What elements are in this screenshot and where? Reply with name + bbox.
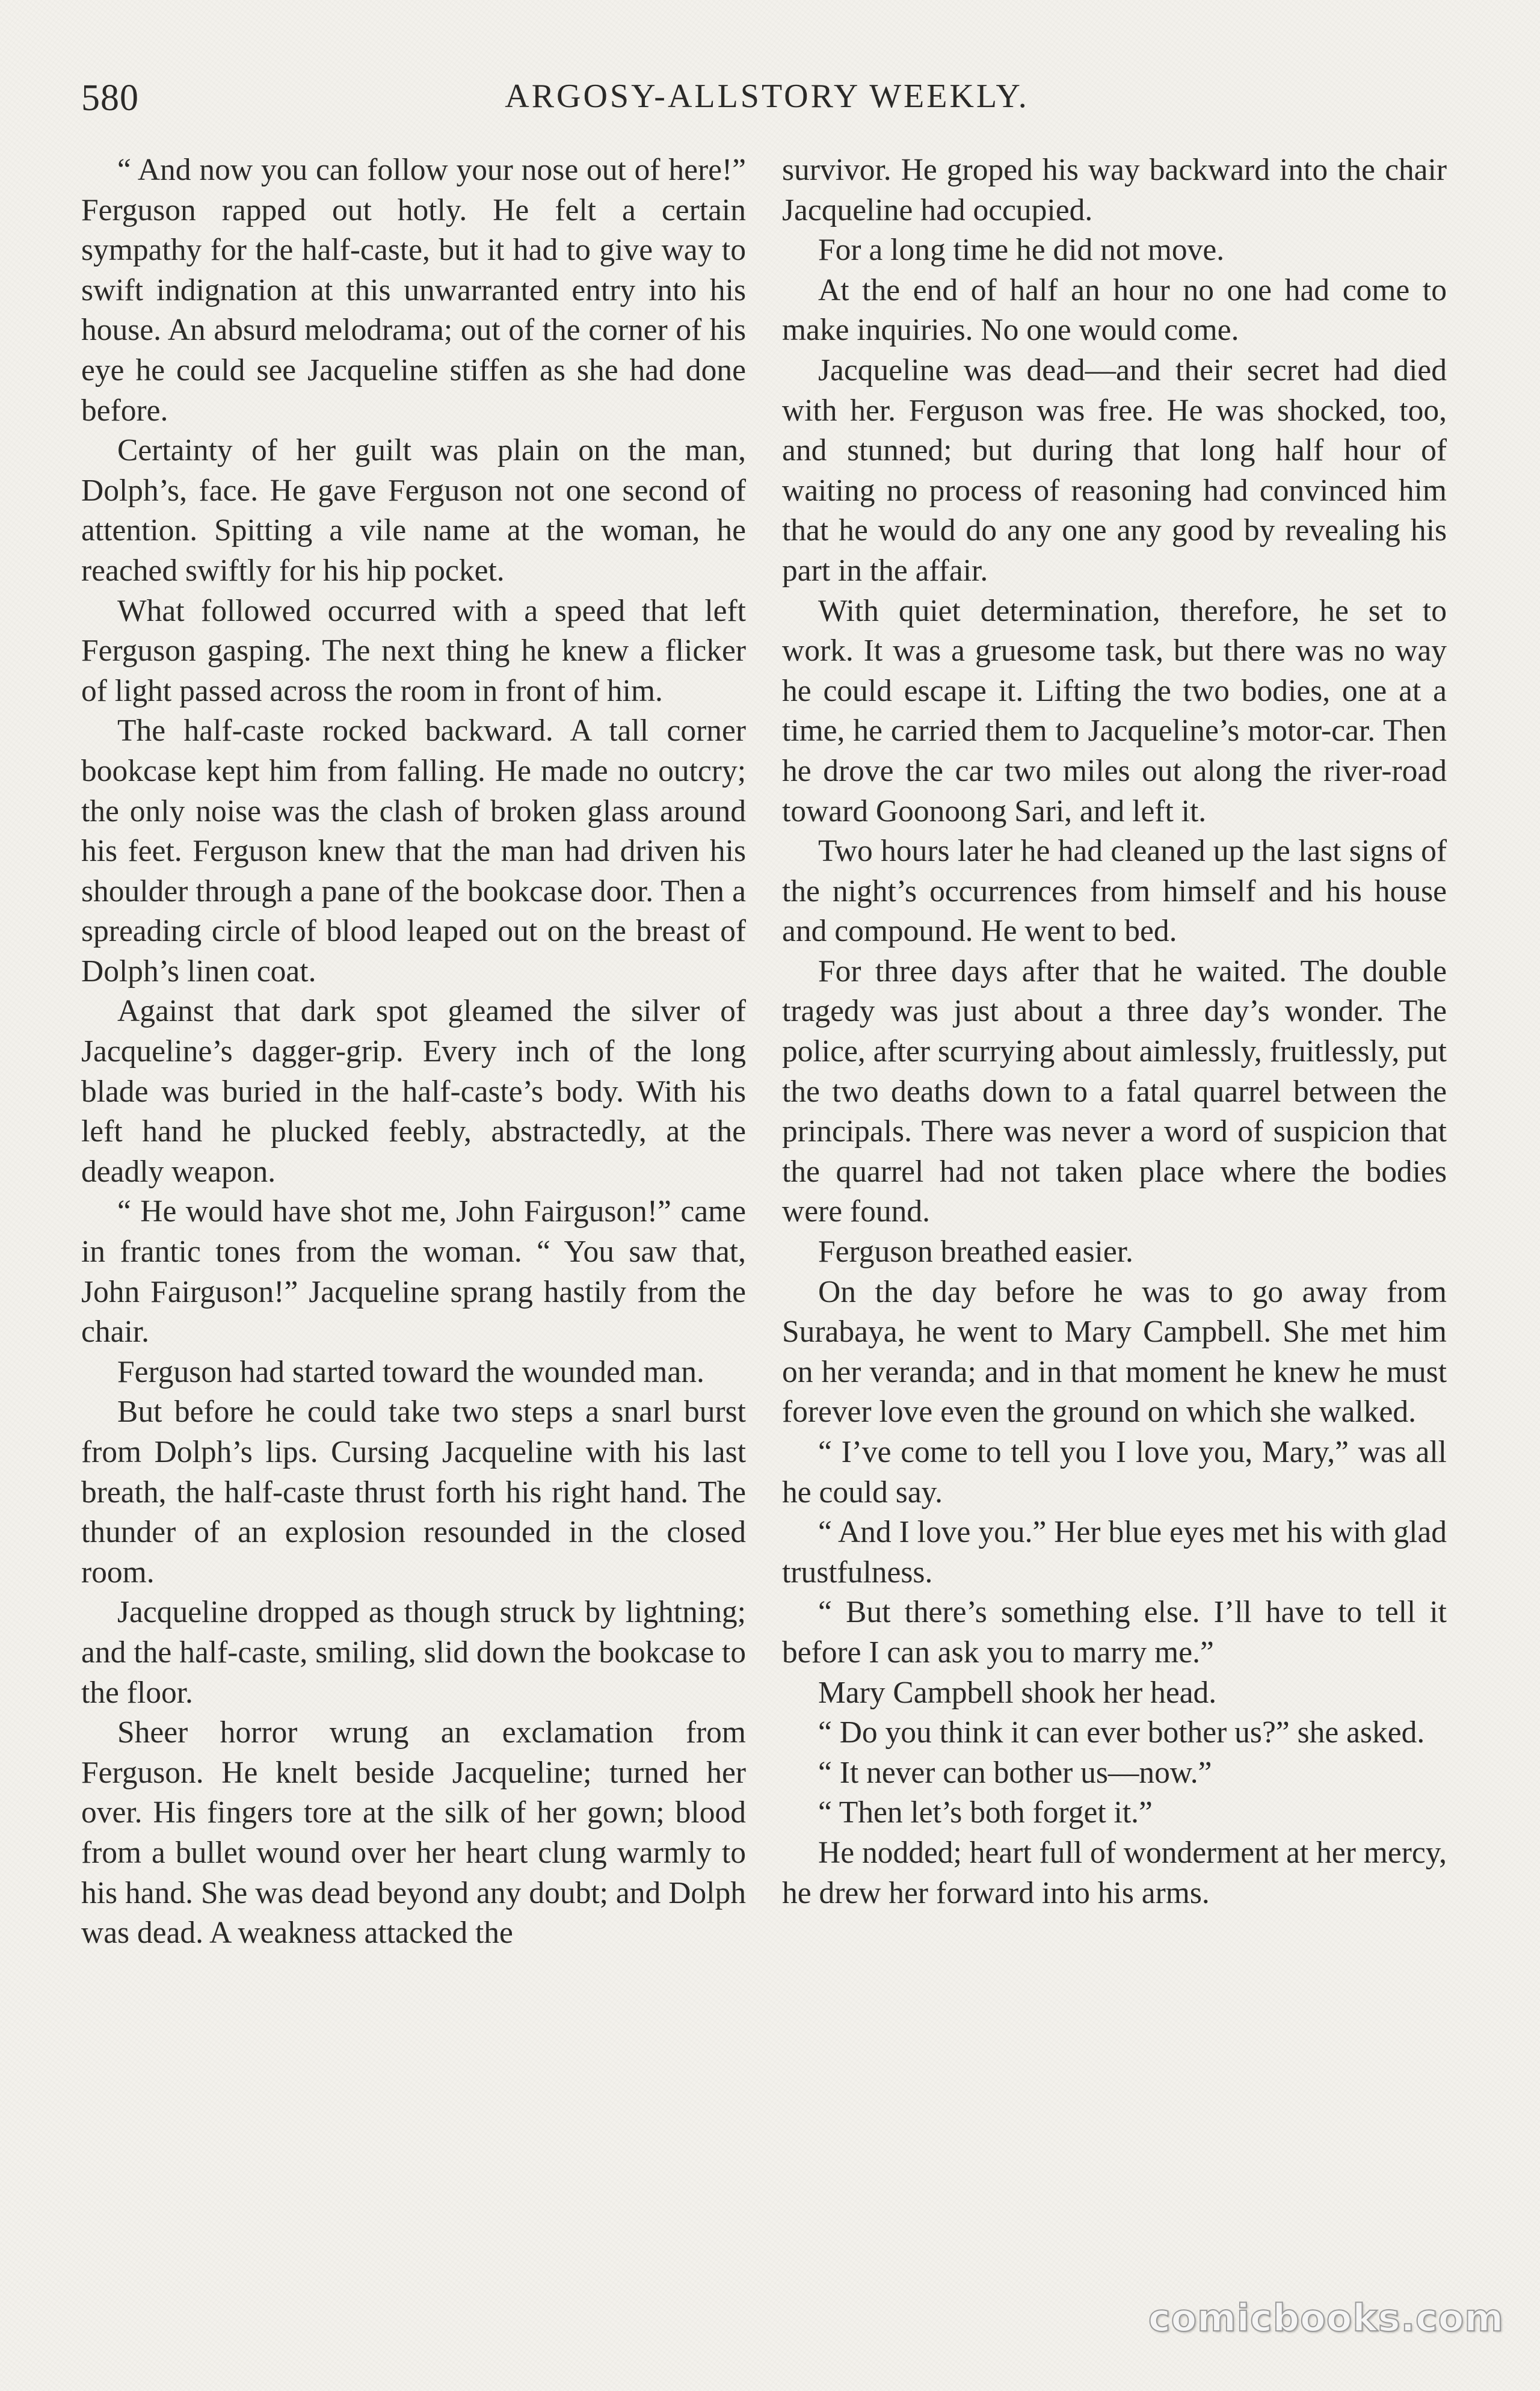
paragraph: He nodded; heart full of wonderment at her mercy, he drew her forward into his arms. — [782, 1835, 1447, 1910]
running-title: ARGOSY-ALLSTORY WEEKLY. — [505, 78, 1029, 115]
paragraph: Ferguson breathed easier. — [818, 1235, 1133, 1270]
paragraph: What followed occurred with a speed that left Ferguson gasping. The next thing he knew a flicker of light passed across the room in front of him. — [81, 593, 746, 708]
paragraph: Jacqueline was dead—and their secret had died with her. Ferguson was free. He was shocked, too, and stunned; but during that long half hour of waiting no process of reasoning had convinced him that he would do any one any good by revealing his part in the affair. — [782, 353, 1447, 588]
paragraph: With quiet determination, therefore, he set to work. It was a gruesome task, but there was no way he could escape it. Lifting the two bodies, one at a time, he carried them to Jacqueline’s motor-car. Then he drove the car two miles out along the river-road toward Goonoong Sari, and left it. — [782, 593, 1447, 828]
paragraph: “ And I love you.” Her blue eyes met his with glad trustfulness. — [782, 1515, 1447, 1590]
paragraph: “ And now you can follow your nose out of here!” Ferguson rapped out hotly. He felt a certain sympathy for the half-caste, but it had to give way to swift indignation at this unwarranted entry into his house. An absurd melodrama; out of the corner of his eye he could see Jacqueline stiffen as she had done before. — [81, 153, 746, 428]
paragraph: For a long time he did not move. — [818, 233, 1225, 268]
page-number: 580 — [81, 78, 139, 119]
paragraph: The half-caste rocked backward. A tall corner bookcase kept him from falling. He made no outcry; the only noise was the clash of broken glass around his feet. Ferguson knew that the man had driven his shoulder through a pane of the bookcase door. Then a spreading circle of blood leaped out on the breast of Dolph’s linen coat. — [81, 714, 746, 989]
paragraph: Ferguson had started toward the wounded man. — [117, 1354, 704, 1389]
paragraph: “ It never can bother us—now.” — [818, 1755, 1212, 1790]
left-column — [81, 150, 746, 1954]
paragraph: “ Then let’s both forget it.” — [818, 1795, 1153, 1830]
paragraph: “ Do you think it can ever bother us?” she asked. — [818, 1715, 1425, 1750]
paragraph: Against that dark spot gleamed the silver of Jacqueline’s dagger-grip. Every inch of the long blade was buried in the half-caste’s body. With his left hand he plucked feebly, abstractedly, at the deadly weapon. — [81, 994, 746, 1189]
paragraph: survivor. He groped his way backward into the chair Jacqueline had occupied. — [782, 153, 1447, 227]
paragraph: Two hours later he had cleaned up the last signs of the night’s occurrences from himself and his house and compound. He went to bed. — [782, 834, 1447, 949]
paragraph: “ I’ve come to tell you I love you, Mary,” was all he could say. — [782, 1435, 1447, 1510]
paragraph: “ He would have shot me, John Fairguson!” came in frantic tones from the woman. “ You saw that, John Fairguson!” Jacqueline sprang hastily from the chair. — [81, 1194, 746, 1350]
paragraph: “ But there’s something else. I’ll have to tell it before I can ask you to marry me.” — [782, 1595, 1447, 1670]
paragraph: But before he could take two steps a snarl burst from Dolph’s lips. Cursing Jacqueline with his last breath, the half-caste thrust forth his right hand. The thunder of an explosion resounded in the closed room. — [81, 1395, 746, 1590]
site-watermark: comicbooks.com — [1148, 2296, 1504, 2340]
paragraph: Mary Campbell shook her head. — [818, 1675, 1217, 1710]
page-header — [81, 77, 1453, 125]
right-column — [782, 150, 1447, 1913]
paragraph: Sheer horror wrung an exclamation from Ferguson. He knelt beside Jacqueline; turned her over. His fingers tore at the silk of her gown; blood from a bullet wound over her heart clung warmly to his hand. She was dead beyond any doubt; and Dolph was dead. A weakness attacked the — [81, 1715, 746, 1951]
paragraph: On the day before he was to go away from Surabaya, he went to Mary Campbell. She met him on her veranda; and in that moment he knew he must forever love even the ground on which she walked. — [782, 1274, 1447, 1430]
paragraph: For three days after that he waited. The double tragedy was just about a three day’s wonder. The police, after scurrying about aimlessly, fruitlessly, put the two deaths down to a fatal quarrel between the principals. There was never a word of suspicion that the quarrel had not taken place where the bodies were found. — [782, 954, 1447, 1229]
paragraph: At the end of half an hour no one had come to make inquiries. No one would come. — [782, 273, 1447, 348]
paragraph: Jacqueline dropped as though struck by lightning; and the half-caste, smiling, slid down the bookcase to the floor. — [81, 1595, 746, 1710]
paragraph: Certainty of her guilt was plain on the man, Dolph’s, face. He gave Ferguson not one second of attention. Spitting a vile name at the woman, he reached swiftly for his hip pocket. — [81, 433, 746, 588]
